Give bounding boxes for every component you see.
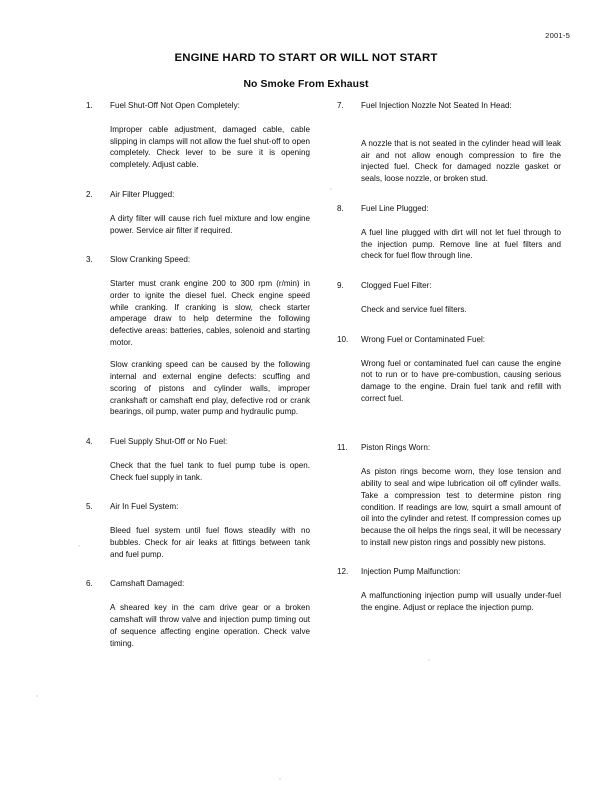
- item-number: 9.: [337, 280, 344, 290]
- item-number: 6.: [86, 579, 93, 589]
- item-title: Air Filter Plugged:: [110, 189, 175, 199]
- item-paragraph: A nozzle that is not seated in the cylinder head will leak air and not allow enough compression to fire the injected fuel. Check for damaged nozzle gasket or seals, loose nozzle, or broken stud.: [361, 139, 561, 184]
- item-paragraph: Bleed fuel system until fuel flows steadily with no bubbles. Check for air leaks at fittings between tank and fuel pump.: [110, 526, 310, 559]
- page-number: 2001-5: [545, 31, 570, 40]
- item-number: 1.: [86, 101, 93, 110]
- item-number: 4.: [86, 436, 93, 446]
- item-heading: [337, 101, 561, 113]
- item-number: 3.: [86, 255, 93, 265]
- item-number: 10.: [337, 334, 349, 344]
- troubleshooting-item: [86, 502, 310, 560]
- troubleshooting-item: [337, 567, 561, 613]
- item-number: 11.: [337, 443, 348, 453]
- item-heading: [337, 567, 561, 579]
- item-paragraph: A malfunctioning injection pump will usually under-fuel the engine. Adjust or replace the injection pump.: [361, 591, 561, 613]
- item-heading: [86, 190, 310, 202]
- right-column: [337, 101, 561, 627]
- item-paragraph: Check and service fuel filters.: [361, 304, 467, 314]
- page-title: ENGINE HARD TO START OR WILL NOT START: [174, 52, 438, 64]
- item-number: 8.: [337, 203, 344, 213]
- item-title: Injection Pump Malfunction:: [361, 567, 461, 577]
- scan-speckle: [330, 188, 332, 190]
- item-number: 2.: [86, 189, 93, 199]
- item-paragraph: Wrong fuel or contaminated fuel can cause the engine not to run or to have pre-combustion, causing serious damage to the engine. Drain fuel tank and refill with correct fuel.: [361, 358, 561, 403]
- item-title: Fuel Supply Shut-Off or No Fuel:: [110, 436, 228, 446]
- item-number: 12.: [337, 567, 349, 577]
- spacer: [337, 113, 561, 127]
- troubleshooting-item: [86, 255, 310, 418]
- scan-speckle: [36, 695, 38, 697]
- item-paragraph: Check that the fuel tank to fuel pump tube is open. Check fuel supply in tank.: [110, 460, 310, 482]
- troubleshooting-item: [337, 335, 561, 405]
- item-title: Fuel Injection Nozzle Not Seated In Head:: [361, 101, 512, 110]
- troubleshooting-item: [86, 101, 310, 171]
- item-paragraph: A dirty filter will cause rich fuel mixture and low engine power. Service air filter if required.: [110, 213, 310, 235]
- item-title: Slow Cranking Speed:: [110, 255, 191, 265]
- item-heading: [86, 101, 310, 113]
- item-title: Fuel Shut-Off Not Open Completely:: [110, 101, 240, 110]
- item-number: 7.: [337, 101, 344, 110]
- troubleshooting-item: [337, 101, 561, 185]
- item-title: Camshaft Damaged:: [110, 579, 185, 589]
- title-block: [0, 52, 612, 90]
- scan-speckle: [279, 778, 281, 780]
- troubleshooting-item: [86, 437, 310, 483]
- troubleshooting-item: [337, 204, 561, 262]
- item-number: 5.: [86, 502, 93, 512]
- troubleshooting-item: [337, 443, 561, 548]
- item-paragraph: Slow cranking speed can be caused by the following internal and external engine defects: scuffing and scoring of pistons and cylinder walls, improper crankshaft or camshaft end play, defective rod or crank bearings, oil pump, water pump and hydraulic pump.: [110, 360, 310, 417]
- item-heading: [337, 204, 561, 216]
- two-column-body: [0, 101, 612, 701]
- item-paragraph: Starter must crank engine 200 to 300 rpm (r/min) in order to ignite the diesel fuel. Check engine speed while cranking. If cranking is slow, check starter amperage draw to help determine the following defective areas: batteries, cables, solenoid and starting motor.: [110, 279, 310, 347]
- item-heading: [337, 335, 561, 347]
- left-column: [86, 101, 310, 662]
- troubleshooting-item: [86, 579, 310, 649]
- item-paragraph: As piston rings become worn, they lose tension and ability to seal and wipe lubrication oil off cylinder walls. Take a compression test to determine piston ring condition. If readings are low, squirt a small amount of oil into the cylinder and retest. If compression comes up because the oil helps the rings seal, it will be necessary to install new piston rings and possibly new pistons.: [361, 467, 561, 547]
- item-paragraph: A fuel line plugged with dirt will not let fuel through to the injection pump. Remove line at fuel filters and check for fuel flow through line.: [361, 227, 561, 261]
- item-title: Fuel Line Plugged:: [361, 203, 429, 213]
- item-title: Piston Rings Worn:: [361, 443, 431, 453]
- item-paragraph: Improper cable adjustment, damaged cable, cable slipping in clamps will not allow the fuel shut-off to open completely. Check lever to be sure it is opening completely. Adjust cable.: [110, 125, 310, 170]
- item-heading: [337, 281, 561, 293]
- troubleshooting-item: [86, 190, 310, 236]
- item-heading: [86, 255, 310, 267]
- scan-speckle: [428, 659, 430, 661]
- item-title: Wrong Fuel or Contaminated Fuel:: [361, 334, 486, 344]
- item-heading: [86, 502, 310, 514]
- item-paragraph: A sheared key in the cam drive gear or a broken camshaft will throw valve and injection pump timing out of sequence affecting engine operation. Check valve timing.: [110, 603, 310, 648]
- page-subtitle: No Smoke From Exhaust: [243, 79, 369, 90]
- item-heading: [86, 437, 310, 449]
- item-heading: [86, 579, 310, 591]
- scan-speckle: [78, 545, 80, 547]
- item-title: Air In Fuel System:: [110, 502, 179, 512]
- spacer: [337, 417, 561, 443]
- troubleshooting-item: [337, 281, 561, 316]
- item-heading: [337, 443, 561, 455]
- item-title: Clogged Fuel Filter:: [361, 280, 432, 290]
